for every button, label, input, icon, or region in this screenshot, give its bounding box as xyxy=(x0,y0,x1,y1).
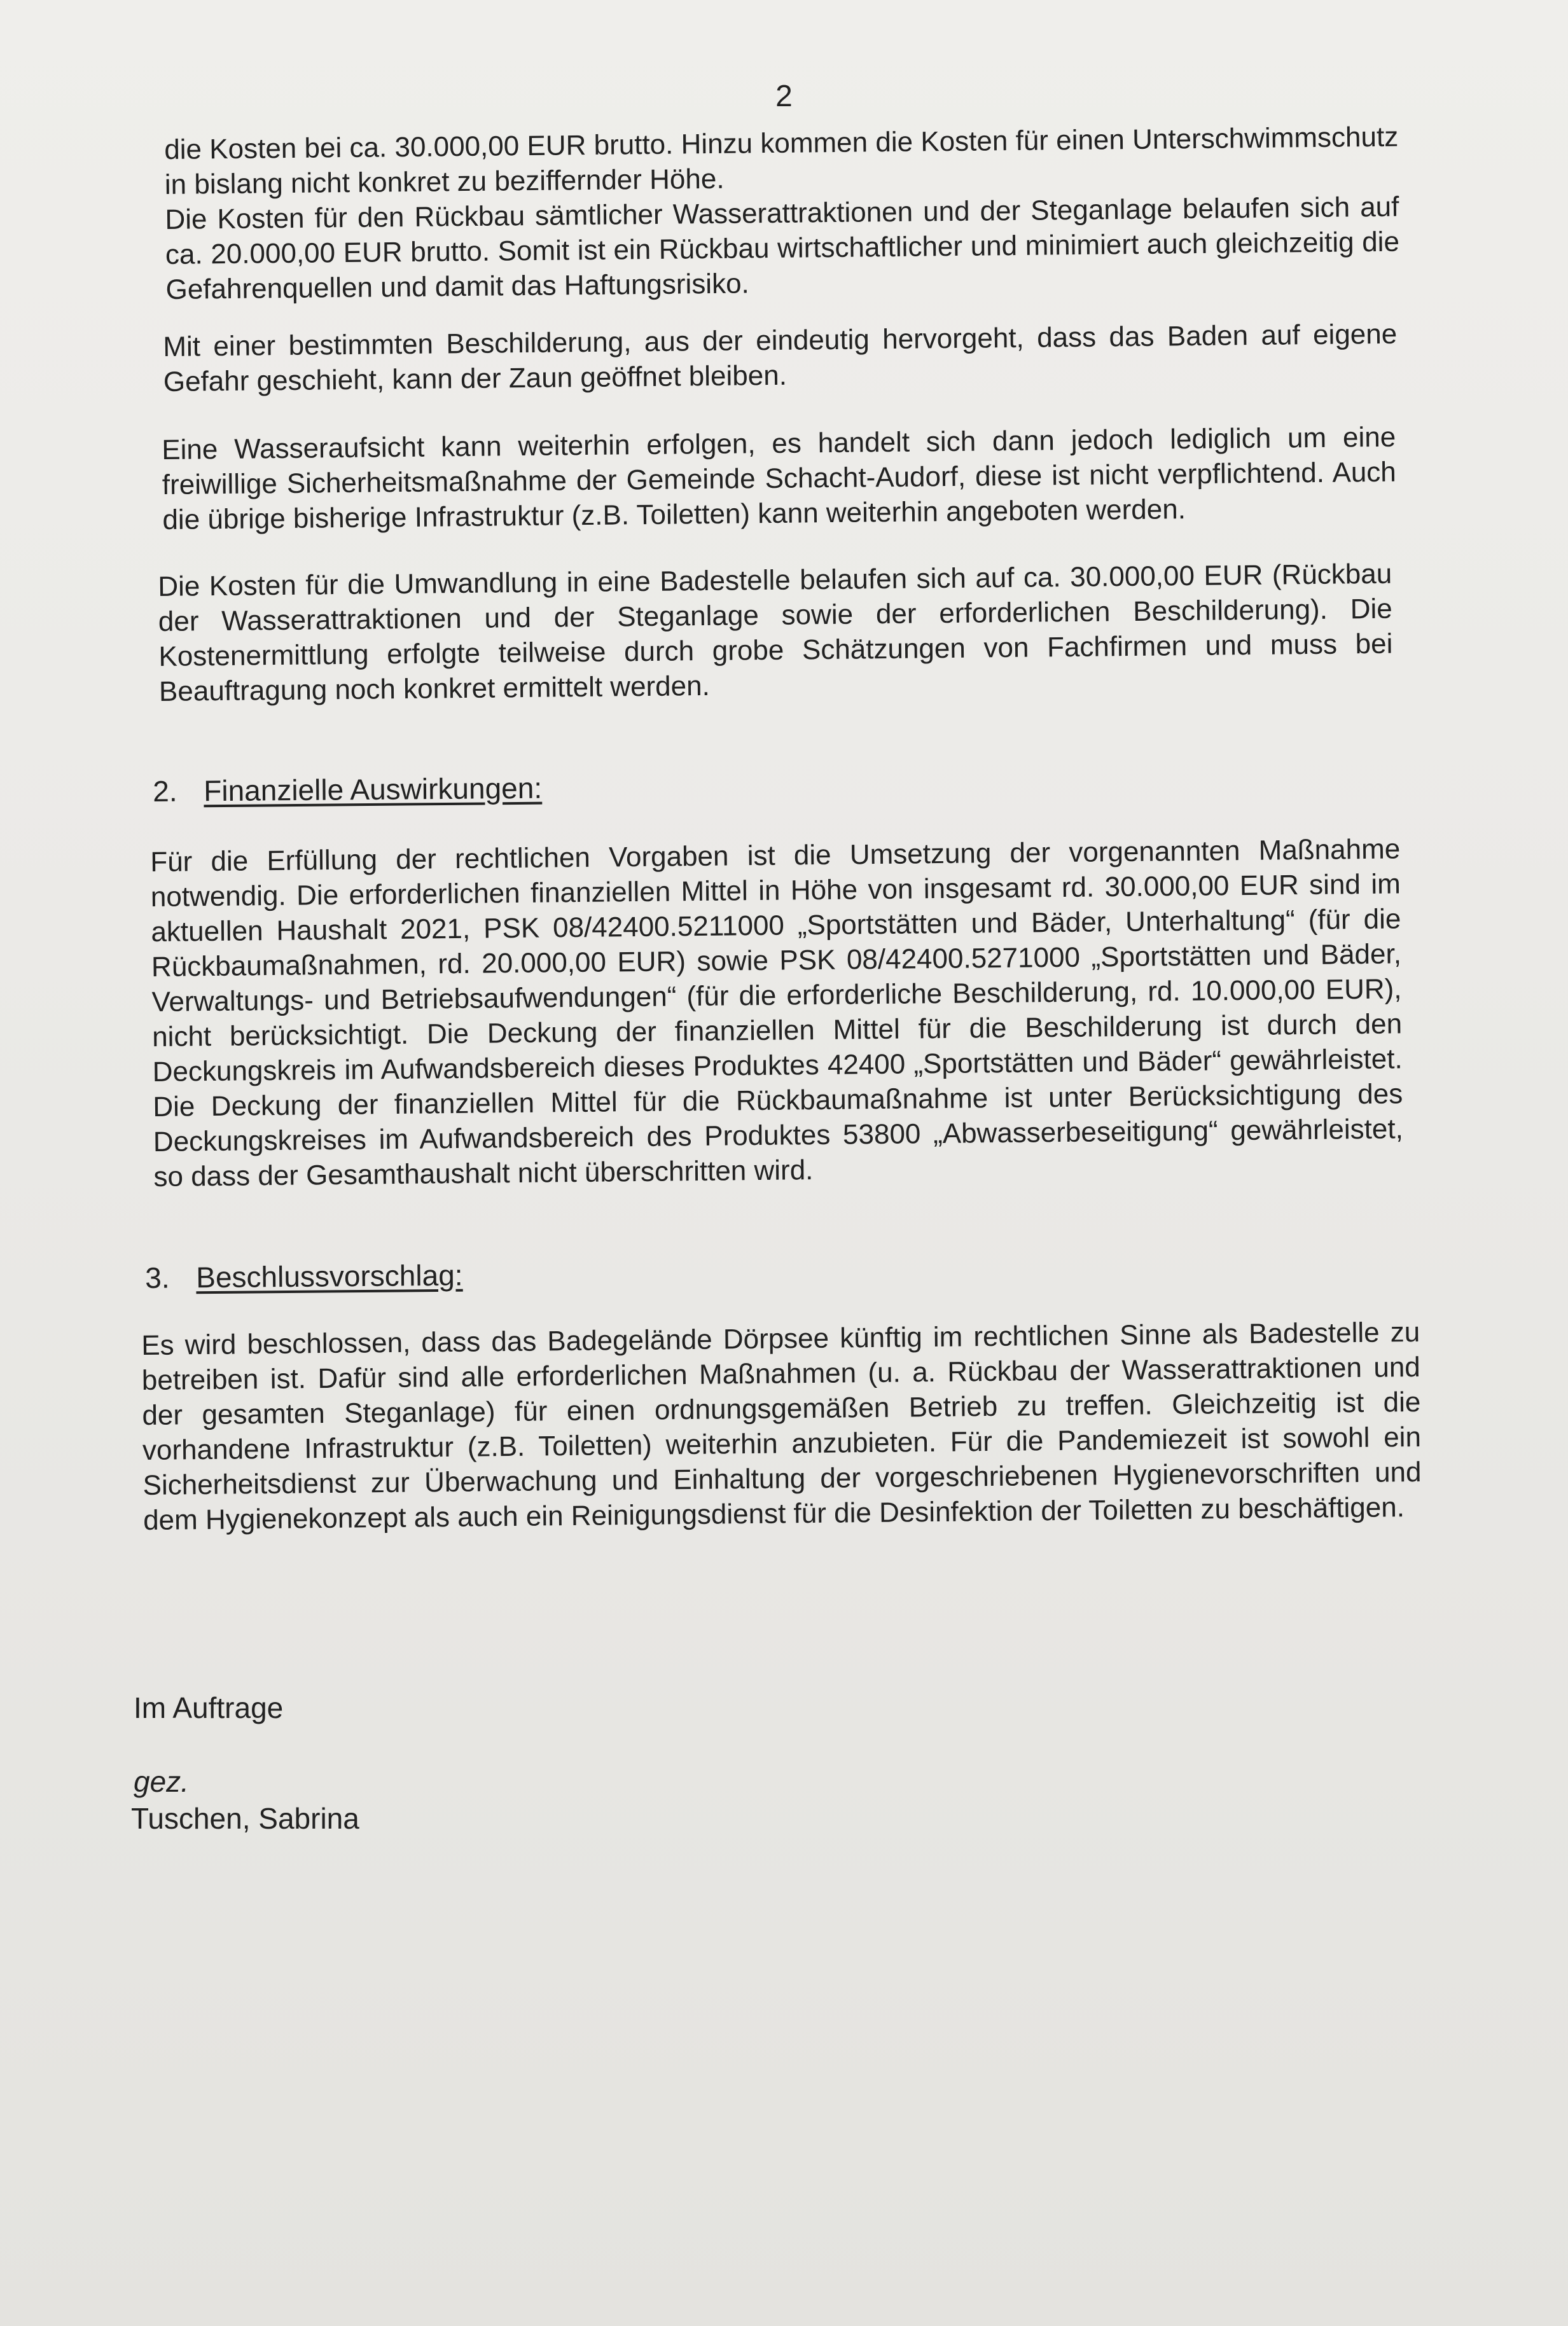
paragraph-signage: Mit einer bestimmten Beschilderung, aus der eindeutig hervorgeht, dass das Baden auf eigene Gefahr geschieht, kann der Zaun geöffnet bleiben. xyxy=(163,318,1398,398)
section-2-title: Finanzielle Auswirkungen: xyxy=(204,771,543,808)
paragraph-resolution-proposal: Es wird beschlossen, dass das Badegelände Dörpsee künftig im rechtlichen Sinne als Badestelle zu betreiben ist. Dafür sind alle erforderlichen Maßnahmen (u. a. Rückbau der Wasserattraktionen und der gesamten Steganlage) für einen ordnungsgemäßen Betrieb zu treffen. Gleichzeitig ist die vorhandene Infrastruktur (z.B. Toiletten) weiterhin anzubieten. Für die Pandemiezeit ist sowohl ein Sicherheitsdienst zur Überwachung und Einhaltung der vorgeschriebenen Hygienevorschriften und dem Hygienekonzept als auch ein Reinigungsdienst für die Desinfektion der Toiletten zu beschäftigen. xyxy=(141,1316,1422,1536)
paragraph-financial-impact: Für die Erfüllung der rechtlichen Vorgaben ist die Umsetzung der vorgenannten Maßnahme notwendig. Die erforderlichen finanziellen Mittel in Höhe von insgesamt rd. 30.000,00 EUR sind im aktuellen Haushalt 2021, PSK 08/42400.5211000 „Sportstätten und Bäder, Unterhaltung“ (für die Rückbaumaßnahmen, rd. 20.000,00 EUR) sowie PSK 08/42400.5271000 „Sportstätten und Bäder, Verwaltungs- und Betriebsaufwendungen“ (für die erforderliche Beschilderung, rd. 10.000,00 EUR), nicht berücksichtigt. Die Deckung der finanziellen Mittel für die Beschilderung ist durch den Deckungskreis im Aufwandsbereich dieses Produktes 42400 „Sportstätten und Bäder“ gewährleistet. Die Deckung der finanziellen Mittel für die Rückbaumaßnahme ist unter Berücksichtigung des Deckungskreises im Aufwandsbereich des Produktes 53800 „Abwasserbeseitigung“ gewährleistet, so dass der Gesamthaushalt nicht überschritten wird. xyxy=(150,833,1404,1193)
section-3-heading xyxy=(145,1257,463,1296)
section-2-heading xyxy=(153,770,542,810)
signature-gez: gez. xyxy=(134,1765,189,1798)
paragraph-water-supervision: Eine Wasseraufsicht kann weiterhin erfolgen, es handelt sich dann jedoch lediglich um eine freiwillige Sicherheitsmaßnahme der Gemeinde Schacht-Audorf, diese ist nicht verpflichtend. Auch die übrige bisherige Infrastruktur (z.B. Toiletten) kann weiterhin angeboten werden. xyxy=(162,421,1397,536)
section-3-title: Beschlussvorschlag: xyxy=(196,1258,463,1294)
signature-name: Tuschen, Sabrina xyxy=(131,1802,359,1835)
page-number: 2 xyxy=(775,80,793,113)
section-2-number: 2. xyxy=(153,774,177,808)
section-3-number: 3. xyxy=(145,1261,170,1294)
paragraph-conversion-cost: Die Kosten für die Umwandlung in eine Badestelle belaufen sich auf ca. 30.000,00 EUR (Rückbau der Wasserattraktionen und der Steganlage sowie der erforderlichen Beschilderung). Die Kostenermittlung erfolgte teilweise durch grobe Schätzungen von Fachfirmen und muss bei Beauftragung noch konkret ermittelt werden. xyxy=(158,558,1393,707)
signature-closing: Im Auftrage xyxy=(134,1691,284,1724)
paragraph-cost-removal: Die Kosten für den Rückbau sämtlicher Wasserattraktionen und der Steganlage belaufen sich auf ca. 20.000,00 EUR brutto. Somit ist ein Rückbau wirtschaftlicher und minimiert auch gleichzeitig die Gefahrenquellen und damit das Haftungsrisiko. xyxy=(165,191,1400,305)
paragraph-cost-protection: die Kosten bei ca. 30.000,00 EUR brutto. Hinzu kommen die Kosten für einen Unterschwimmschutz in bislang nicht konkret zu beziffernder Höhe. xyxy=(164,121,1399,200)
intro-cost-paragraphs xyxy=(164,120,1400,307)
